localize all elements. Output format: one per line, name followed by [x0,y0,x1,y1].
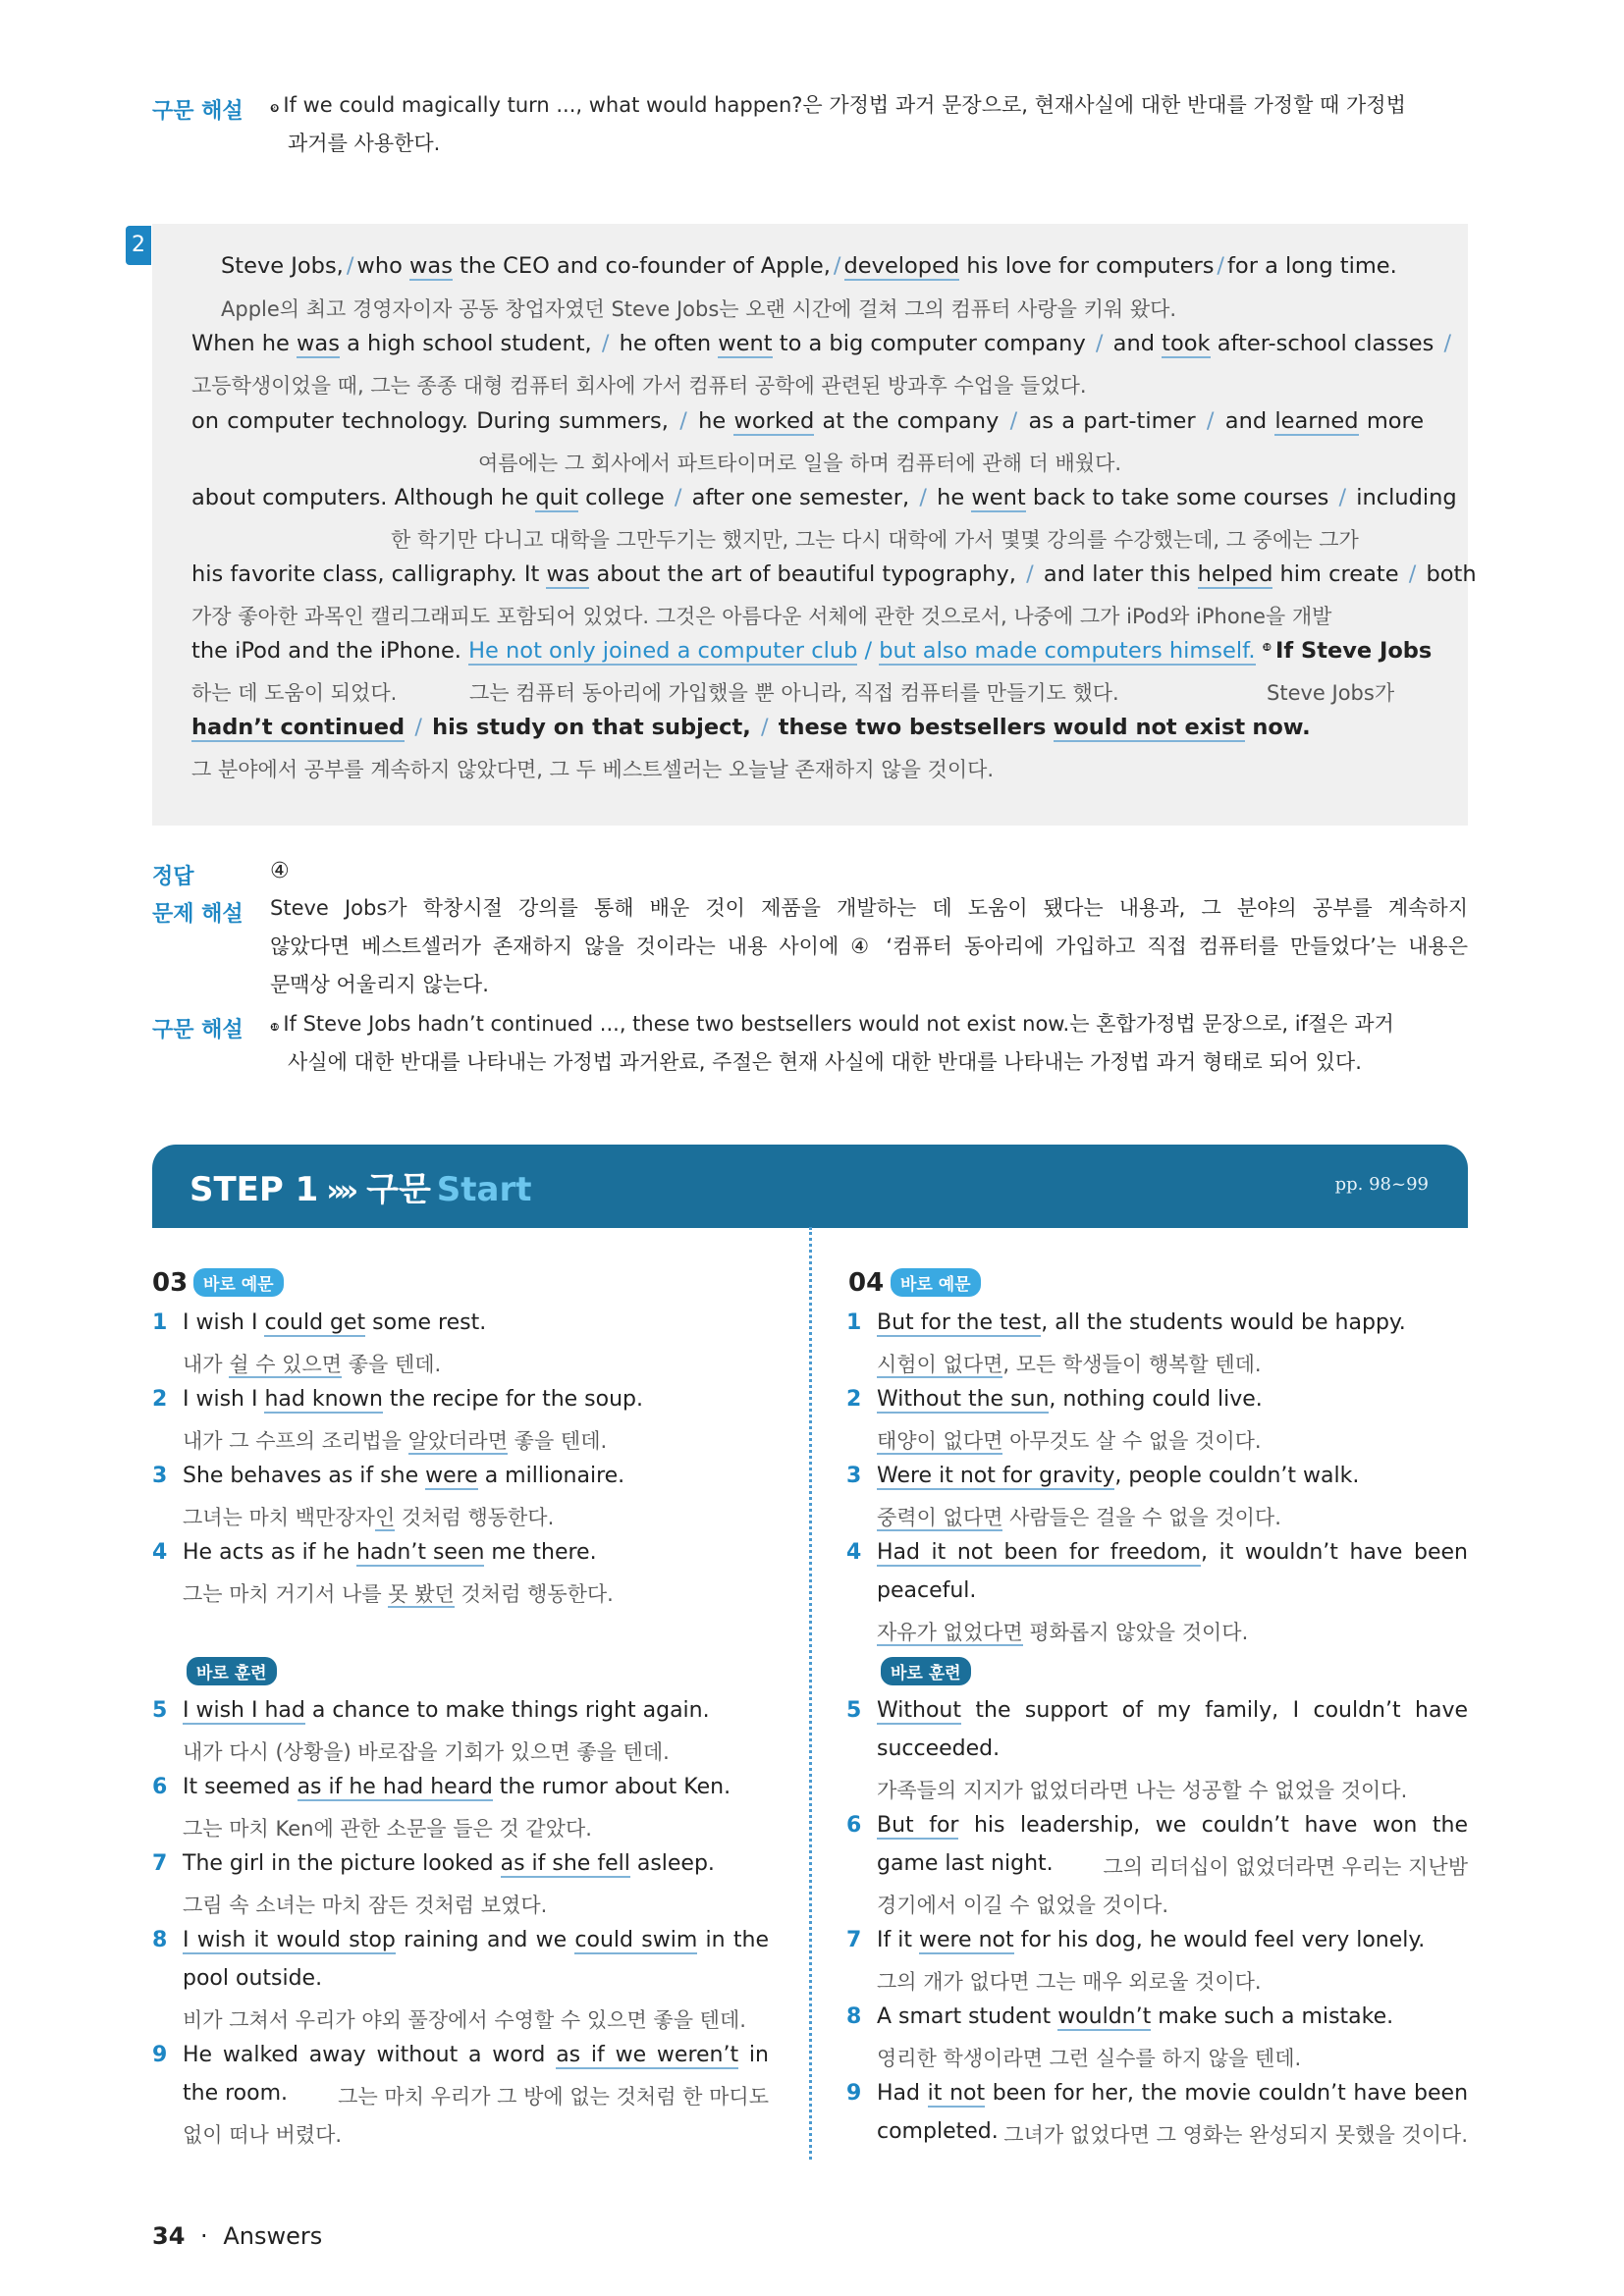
section-number-04: 04 [848,1268,885,1298]
item-korean-inline: 그녀가 없었다면 그 영화는 완성되지 못했을 것이다. [1003,2123,1468,2147]
item-korean: 자유가 없었다면 평화롭지 않았을 것이다. [877,1621,1249,1644]
item-english: He acts as if he hadn’t seen me there. [183,1540,597,1565]
item-english: But for his leadership, we couldn’t have won the [877,1813,1468,1838]
item-english: A smart student wouldn’t make such a mistake. [877,2004,1394,2029]
item-number: 9 [152,2043,168,2067]
section-number-03: 03 [152,1268,189,1298]
item-number: 6 [152,1775,168,1799]
footer-text: Answers [223,2222,323,2250]
item-english: Were it not for gravity, people couldn’t walk. [877,1464,1360,1488]
item-english: She behaves as if she were a millionaire. [183,1464,625,1488]
item-english: It seemed as if he had heard the rumor about Ken. [183,1775,731,1799]
item-korean: 그의 개가 없다면 그는 매우 외로울 것이다. [877,1970,1262,1994]
item-english-cont: peaceful. [877,1578,977,1603]
passage-kr-3: 여름에는 그 회사에서 파트타이머로 일을 하며 컴퓨터에 관해 더 배웠다. [478,452,1122,475]
item-korean: 시험이 없다면, 모든 학생들이 행복할 텐데. [877,1353,1262,1376]
item-korean: 그녀는 마치 백만장자인 것처럼 행동한다. [183,1506,555,1529]
item-korean: 없이 떠나 버렸다. [183,2123,343,2147]
item-english-cont: succeeded. [877,1736,1001,1761]
passage-kr-7: 그 분야에서 공부를 계속하지 않았다면, 그 두 베스트셀러는 오늘날 존재하지 않을 것이다. [191,758,995,781]
step-title: STEP 1 »» 구문 Start [189,1170,532,1209]
item-english: The girl in the picture looked as if she fell asleep. [183,1851,715,1876]
passage-kr-6b: 그는 컴퓨터 동아리에 가입했을 뿐 아니라, 직접 컴퓨터를 만들기도 했다. [469,681,1119,705]
item-korean: 내가 다시 (상황을) 바로잡을 기회가 있으면 좋을 텐데. [183,1740,670,1764]
badge-example: 바로 예문 [193,1268,284,1297]
item-english: Without the support of my family, I couldn’t have [877,1698,1468,1723]
item-number: 4 [846,1540,862,1565]
passage-line-1: Steve Jobs, / who was the CEO and co-founder of Apple, / developed his love for computers / for a long time. [221,253,1397,279]
syntax-note-label: 구문 해설 [152,99,244,124]
item-english: But for the test, all the students would be happy. [877,1310,1406,1335]
item-korean: 그는 마치 거기서 나를 못 봤던 것처럼 행동한다. [183,1582,614,1606]
item-english: If it were not for his dog, he would feel very lonely. [877,1928,1426,1952]
item-english-cont: the room. [183,2081,289,2106]
passage-line-3: on computer technology. During summers, / he worked at the company / as a part-timer / and learned more [191,408,1425,434]
passage-line-2: When he was a high school student, / he often went to a big computer company / and took after-school classes / [191,331,1452,356]
item-english: Without the sun, nothing could live. [877,1387,1263,1412]
item-english: Had it not been for freedom, it wouldn’t have been [877,1540,1469,1565]
item-korean-inline: 그는 마치 우리가 그 방에 없는 것처럼 한 마디도 [338,2085,769,2109]
item-number: 3 [846,1464,862,1488]
answer-label: 정답 [152,865,194,889]
item-number: 2 [152,1387,168,1412]
item-english: I wish it would stop raining and we could swim in the [183,1928,769,1952]
problem-explanation-text: Steve Jobs가 학창시절 강의를 통해 배운 것이 제품을 개발하는 데 도움이 됐다는 내용과, 그 분야의 공부를 계속하지 않았다면 베스트셀러가 존재하지 않을 것이라는 내용 사이에 ④ ‘컴퓨터 동아리에 가입하고 직접 컴퓨터를 만들었다’는 내용은 문맥상 어울리지 않는다. [270,896,1468,996]
syntax-explanation-text: $^❿$ If Steve Jobs hadn’t continued ..., these two bestsellers would not exist now.는 혼합가정법 문장으로, if절은 과거 사실에 대한 반대를 나타내는 가정법 과거완료, 주절은 현재 사실에 대한 반대를 나타내는 가정법 과거 형태로 되어 있다. [270,1012,1394,1074]
item-english: Had it not been for her, the movie couldn’t have been [877,2081,1469,2106]
item-english-cont: pool outside. [183,1966,323,1991]
item-english-cont: completed. [877,2119,999,2144]
item-korean-inline: 그의 리더십이 없었더라면 우리는 지난밤 [1103,1855,1468,1879]
item-korean: 가족들의 지지가 없었더라면 나는 성공할 수 없었을 것이다. [877,1779,1408,1802]
passage-kr-1: Apple의 최고 경영자이자 공동 창업자였던 Steve Jobs는 오랜 시간에 걸쳐 그의 컴퓨터 사랑을 키워 왔다. [221,297,1177,321]
passage-line-6: the iPod and the iPhone. He not only joined a computer club / but also made computers himself. $^❿$ If Steve Jobs [191,638,1433,664]
item-korean: 그림 속 소녀는 마치 잠든 것처럼 보였다. [183,1894,548,1917]
badge-practice: 바로 훈련 [187,1657,277,1685]
passage-line-5: his favorite class, calligraphy. It was about the art of beautiful typography, / and later this helped him create / both [191,561,1477,587]
item-korean: 경기에서 이길 수 없었을 것이다. [877,1894,1169,1917]
item-number: 8 [846,2004,862,2029]
passage-kr-4: 한 학기만 다니고 대학을 그만두기는 했지만, 그는 다시 대학에 가서 몇몇 강의를 수강했는데, 그 중에는 그가 [391,528,1359,552]
passage-line-7: hadn’t continued / his study on that subject, / these two bestsellers would not exist now. [191,715,1311,740]
passage-kr-5: 가장 좋아한 과목인 캘리그래피도 포함되어 있었다. 그것은 아름다운 서체에 관한 것으로서, 나중에 그가 iPod와 iPhone을 개발 [191,605,1332,628]
page-number: 34 [152,2222,186,2250]
footer: 34 · Answers [152,2222,323,2250]
step-banner [152,1145,1468,1228]
item-number: 6 [846,1813,862,1838]
column-divider [809,1227,812,2160]
passage-kr-6a: 하는 데 도움이 되었다. [191,681,398,705]
item-korean: 내가 쉴 수 있으면 좋을 텐데. [183,1353,442,1376]
syntax-explanation-label: 구문 해설 [152,1018,244,1042]
passage-number: 2 [126,226,151,265]
item-english: I wish I had a chance to make things right again. [183,1698,710,1723]
item-number: 1 [152,1310,168,1335]
item-number: 4 [152,1540,168,1565]
item-number: 7 [152,1851,168,1876]
item-number: 5 [846,1698,862,1723]
item-english-cont: game last night. [877,1851,1054,1876]
item-korean: 그는 마치 Ken에 관한 소문을 들은 것 같았다. [183,1817,592,1841]
item-korean: 태양이 없다면 아무것도 살 수 없을 것이다. [877,1429,1262,1453]
item-number: 7 [846,1928,862,1952]
item-korean: 중력이 없다면 사람들은 걸을 수 없을 것이다. [877,1506,1281,1529]
double-chevron-icon: »» [326,1174,353,1208]
problem-explanation-label: 문제 해설 [152,902,244,927]
item-english: I wish I had known the recipe for the soup. [183,1387,643,1412]
item-korean: 비가 그쳐서 우리가 야외 풀장에서 수영할 수 있으면 좋을 텐데. [183,2008,746,2032]
item-number: 1 [846,1310,862,1335]
badge-example: 바로 예문 [891,1268,981,1297]
item-number: 8 [152,1928,168,1952]
answer-value: ④ [270,859,290,883]
item-english: I wish I could get some rest. [183,1310,487,1335]
passage-kr-2: 고등학생이었을 때, 그는 종종 대형 컴퓨터 회사에 가서 컴퓨터 공학에 관련된 방과후 수업을 들었다. [191,374,1087,398]
item-english: He walked away without a word as if we weren’t in [183,2043,769,2067]
item-number: 9 [846,2081,862,2106]
item-korean: 영리한 학생이라면 그런 실수를 하지 않을 텐데. [877,2047,1302,2070]
passage-line-4: about computers. Although he quit college / after one semester, / he went back to take some courses / including [191,485,1457,510]
item-number: 3 [152,1464,168,1488]
item-number: 5 [152,1698,168,1723]
passage-kr-6c: Steve Jobs가 [1267,681,1395,705]
syntax-note-text: $^❾$ If we could magically turn ..., what would happen?은 가정법 과거 문장으로, 현재사실에 대한 반대를 가정할 때 가정법 과거를 사용한다. [270,93,1406,155]
item-number: 2 [846,1387,862,1412]
page-range: pp. 98~99 [1334,1174,1429,1195]
badge-practice: 바로 훈련 [881,1657,971,1685]
item-korean: 내가 그 수프의 조리법을 알았더라면 좋을 텐데. [183,1429,608,1453]
